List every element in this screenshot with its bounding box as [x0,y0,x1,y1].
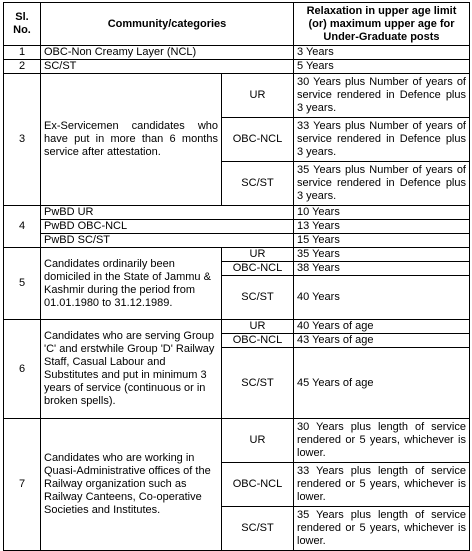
sl-no-cell: 2 [4,60,41,74]
table-row [4,46,470,60]
sl-no-cell: 7 [4,419,41,551]
category-cell: Candidates who are serving Group 'C' and erstwhile Group 'D' Railway Staff, Casual Labour and Substitutes and put in minimum 3 years of service (continuous or in broken spells). [41,320,222,419]
category-cell: PwBD OBC-NCL [41,220,294,234]
table-row [4,220,470,234]
relaxation-cell: 30 Years plus length of service rendered or 5 years, whichever is lower. [294,419,470,463]
table-row [4,234,470,248]
relaxation-cell: 3 Years [294,46,470,60]
sl-no-cell: 1 [4,46,41,60]
subcategory-cell: UR [222,74,294,118]
relaxation-cell: 5 Years [294,60,470,74]
relaxation-cell: 35 Years plus Number of years of service rendered in Defence plus 3 years. [294,162,470,206]
subcategory-cell: SC/ST [222,276,294,320]
subcategory-cell: OBC-NCL [222,118,294,162]
header-community: Community/categories [41,3,294,46]
category-cell: Candidates ordinarily been domiciled in the State of Jammu & Kashmir during the period from 01.01.1980 to 31.12.1989. [41,248,222,320]
subcategory-cell: UR [222,419,294,463]
table-row [4,60,470,74]
relaxation-cell: 40 Years of age [294,320,470,334]
relaxation-cell: 15 Years [294,234,470,248]
subcategory-cell: OBC-NCL [222,463,294,507]
subcategory-cell: OBC-NCL [222,262,294,276]
category-cell: Candidates who are working in Quasi-Administrative offices of the Railway organization such as Railway Canteens, Co-operative Societies and Institutes. [41,419,222,551]
sl-no-cell: 3 [4,74,41,206]
header-sl-no: Sl. No. [4,3,41,46]
relaxation-cell: 43 Years of age [294,334,470,348]
age-relaxation-table [3,2,470,551]
sl-no-cell: 4 [4,206,41,248]
header-row [4,3,470,46]
category-cell: Ex-Servicemen candidates who have put in more than 6 months service after attestation. [41,74,222,206]
table-row [4,206,470,220]
relaxation-cell: 10 Years [294,206,470,220]
subcategory-cell: SC/ST [222,162,294,206]
relaxation-cell: 33 Years plus length of service rendered or 5 years, whichever is lower. [294,463,470,507]
sl-no-cell: 5 [4,248,41,320]
relaxation-cell: 35 Years [294,248,470,262]
subcategory-cell: OBC-NCL [222,334,294,348]
category-cell: SC/ST [41,60,294,74]
category-cell: PwBD SC/ST [41,234,294,248]
sl-no-cell: 6 [4,320,41,419]
relaxation-cell: 35 Years plus length of service rendered or 5 years, whichever is lower. [294,507,470,551]
subcategory-cell: UR [222,320,294,334]
relaxation-cell: 13 Years [294,220,470,234]
table-row [4,248,470,262]
relaxation-cell: 45 Years of age [294,348,470,419]
category-cell: PwBD UR [41,206,294,220]
header-relaxation: Relaxation in upper age limit (or) maximum upper age for Under-Graduate posts [294,3,470,46]
category-cell: OBC-Non Creamy Layer (NCL) [41,46,294,60]
table-row [4,320,470,334]
subcategory-cell: SC/ST [222,348,294,419]
relaxation-cell: 33 Years plus Number of years of service rendered in Defence plus 3 years. [294,118,470,162]
relaxation-cell: 30 Years plus Number of years of service rendered in Defence plus 3 years. [294,74,470,118]
subcategory-cell: SC/ST [222,507,294,551]
table-row [4,419,470,463]
relaxation-cell: 40 Years [294,276,470,320]
subcategory-cell: UR [222,248,294,262]
table-row [4,74,470,118]
relaxation-cell: 38 Years [294,262,470,276]
